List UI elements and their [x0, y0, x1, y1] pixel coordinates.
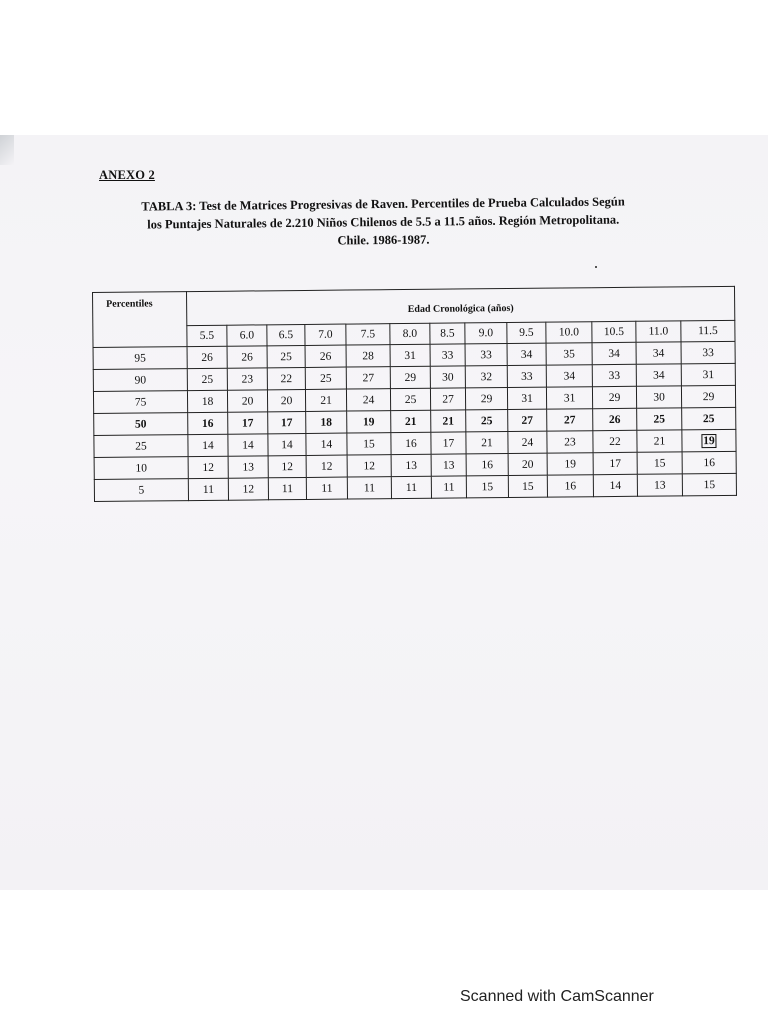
score-cell: 23: [227, 368, 267, 390]
score-cell: 15: [347, 433, 391, 455]
score-cell: 35: [546, 343, 592, 365]
score-cell: 31: [390, 344, 430, 366]
score-cell: 25: [637, 408, 682, 430]
score-cell: 33: [507, 365, 546, 387]
score-cell: 34: [636, 342, 681, 364]
score-cell: 15: [682, 473, 736, 496]
score-cell: 33: [592, 364, 636, 386]
ink-speck: [595, 266, 597, 268]
percentile-cell: 25: [94, 435, 188, 458]
score-cell: 16: [547, 475, 593, 497]
percentile-cell: 50: [94, 413, 188, 436]
score-cell: 34: [507, 343, 546, 365]
table-title-line-1: TABLA 3: Test de Matrices Progresivas de Raven. Percentiles de Prueba Calculados Según: [141, 194, 625, 214]
age-column-header: 10.5: [592, 321, 636, 342]
score-cell: 25: [305, 367, 346, 389]
score-cell: 25: [267, 345, 305, 367]
age-column-header: 10.0: [546, 322, 592, 343]
age-column-header: 9.0: [465, 323, 507, 344]
score-cell: 14: [268, 433, 306, 455]
percentile-cell: 75: [93, 391, 187, 414]
percentile-cell: 5: [94, 479, 188, 502]
score-cell: 30: [636, 386, 681, 408]
annex-title: ANEXO 2: [99, 168, 155, 182]
score-cell: 24: [508, 431, 547, 453]
score-cell: 18: [306, 411, 347, 433]
score-cell: 29: [465, 388, 507, 410]
score-cell: 22: [267, 367, 305, 389]
score-cell: 17: [268, 411, 306, 433]
score-cell: 12: [268, 455, 306, 477]
score-cell: 16: [188, 412, 228, 434]
score-cell: 21: [305, 389, 346, 411]
score-cell: 14: [593, 474, 637, 496]
score-cell: 16: [466, 454, 508, 476]
score-cell: 17: [431, 432, 466, 454]
score-cell: 13: [391, 454, 431, 476]
age-column-header: 11.0: [636, 321, 681, 342]
score-cell: 16: [682, 451, 736, 474]
score-cell: 13: [637, 474, 682, 496]
score-cell: 29: [681, 385, 735, 408]
age-column-header: 8.0: [390, 323, 430, 344]
score-cell: 31: [681, 363, 735, 386]
score-cell: 12: [347, 455, 391, 477]
age-column-header: 9.5: [507, 322, 546, 343]
percentile-table: [92, 286, 737, 502]
score-cell: 17: [593, 452, 637, 474]
score-cell: 16: [391, 432, 431, 454]
score-cell: 26: [305, 345, 346, 367]
score-cell: 21: [431, 410, 466, 432]
score-cell: 27: [547, 409, 593, 431]
score-cell: 23: [547, 431, 593, 453]
page-edge-shadow: [0, 135, 14, 165]
score-cell: 19: [547, 453, 593, 475]
score-cell: 21: [391, 410, 431, 432]
score-cell: 15: [466, 476, 508, 498]
score-cell: 21: [466, 432, 508, 454]
score-cell: 24: [346, 389, 390, 411]
score-cell: 11: [391, 476, 431, 498]
score-cell: 26: [187, 346, 227, 368]
score-cell: 20: [267, 389, 305, 411]
percentiles-header: Percentiles: [93, 292, 188, 348]
score-cell: 12: [306, 455, 347, 477]
score-cell: 27: [346, 367, 390, 389]
percentile-cell: 10: [94, 457, 188, 480]
score-cell: 18: [187, 390, 227, 412]
score-cell: 12: [188, 456, 228, 478]
score-cell: 25: [390, 388, 430, 410]
age-column-header: 11.5: [681, 320, 735, 342]
score-cell: 25: [466, 410, 508, 432]
score-cell: 26: [227, 346, 267, 368]
score-cell: 11: [306, 477, 347, 499]
age-column-header: 6.0: [227, 325, 267, 346]
camscanner-watermark: Scanned with CamScanner: [460, 988, 654, 1005]
score-cell: 32: [465, 366, 507, 388]
table-title: [98, 192, 669, 252]
score-cell: 27: [430, 388, 465, 410]
age-header: Edad Cronológica (años): [187, 286, 735, 325]
score-cell: 20: [508, 453, 547, 475]
score-cell: 28: [346, 345, 390, 367]
score-cell: 34: [592, 342, 636, 364]
score-cell: 29: [592, 386, 636, 408]
score-cell: 33: [681, 341, 735, 364]
score-cell: 15: [508, 475, 547, 497]
score-cell: 26: [593, 408, 637, 430]
score-cell: 33: [465, 344, 507, 366]
score-cell: 21: [637, 430, 682, 452]
score-cell: 11: [268, 477, 306, 499]
score-cell: 20: [227, 390, 267, 412]
score-cell: [682, 429, 736, 452]
table-title-line-3: Chile. 1986-1987.: [337, 232, 430, 248]
score-cell: 25: [682, 407, 736, 430]
score-cell: 31: [507, 387, 546, 409]
age-column-header: 8.5: [430, 323, 465, 344]
percentile-cell: 95: [93, 347, 187, 370]
score-cell: 11: [188, 478, 228, 500]
score-cell: 12: [228, 478, 268, 500]
score-cell: 11: [347, 477, 391, 499]
age-column-header: 5.5: [187, 325, 227, 346]
percentile-table-wrapper: [92, 286, 737, 502]
score-cell: 15: [637, 452, 682, 474]
age-column-header: 6.5: [267, 324, 305, 345]
percentile-cell: 90: [93, 369, 187, 392]
boxed-score: 19: [701, 434, 717, 448]
score-cell: 34: [546, 365, 592, 387]
score-cell: 25: [187, 368, 227, 390]
score-cell: 14: [188, 434, 228, 456]
age-column-header: 7.5: [346, 324, 390, 345]
score-cell: 29: [390, 366, 430, 388]
score-cell: 13: [228, 456, 268, 478]
score-cell: 13: [431, 454, 466, 476]
score-cell: 30: [430, 366, 465, 388]
score-cell: 17: [228, 412, 268, 434]
score-cell: 14: [228, 434, 268, 456]
table-title-line-2: los Puntajes Naturales de 2.210 Niños Chilenos de 5.5 a 11.5 años. Región Metropolitana.: [147, 212, 620, 232]
score-cell: 34: [636, 364, 681, 386]
score-cell: 14: [306, 433, 347, 455]
age-column-header: 7.0: [305, 324, 346, 345]
score-cell: 19: [347, 411, 391, 433]
score-cell: 31: [546, 387, 592, 409]
score-cell: 22: [593, 430, 637, 452]
score-cell: 11: [431, 476, 466, 498]
score-cell: 33: [430, 344, 465, 366]
score-cell: 27: [508, 409, 547, 431]
